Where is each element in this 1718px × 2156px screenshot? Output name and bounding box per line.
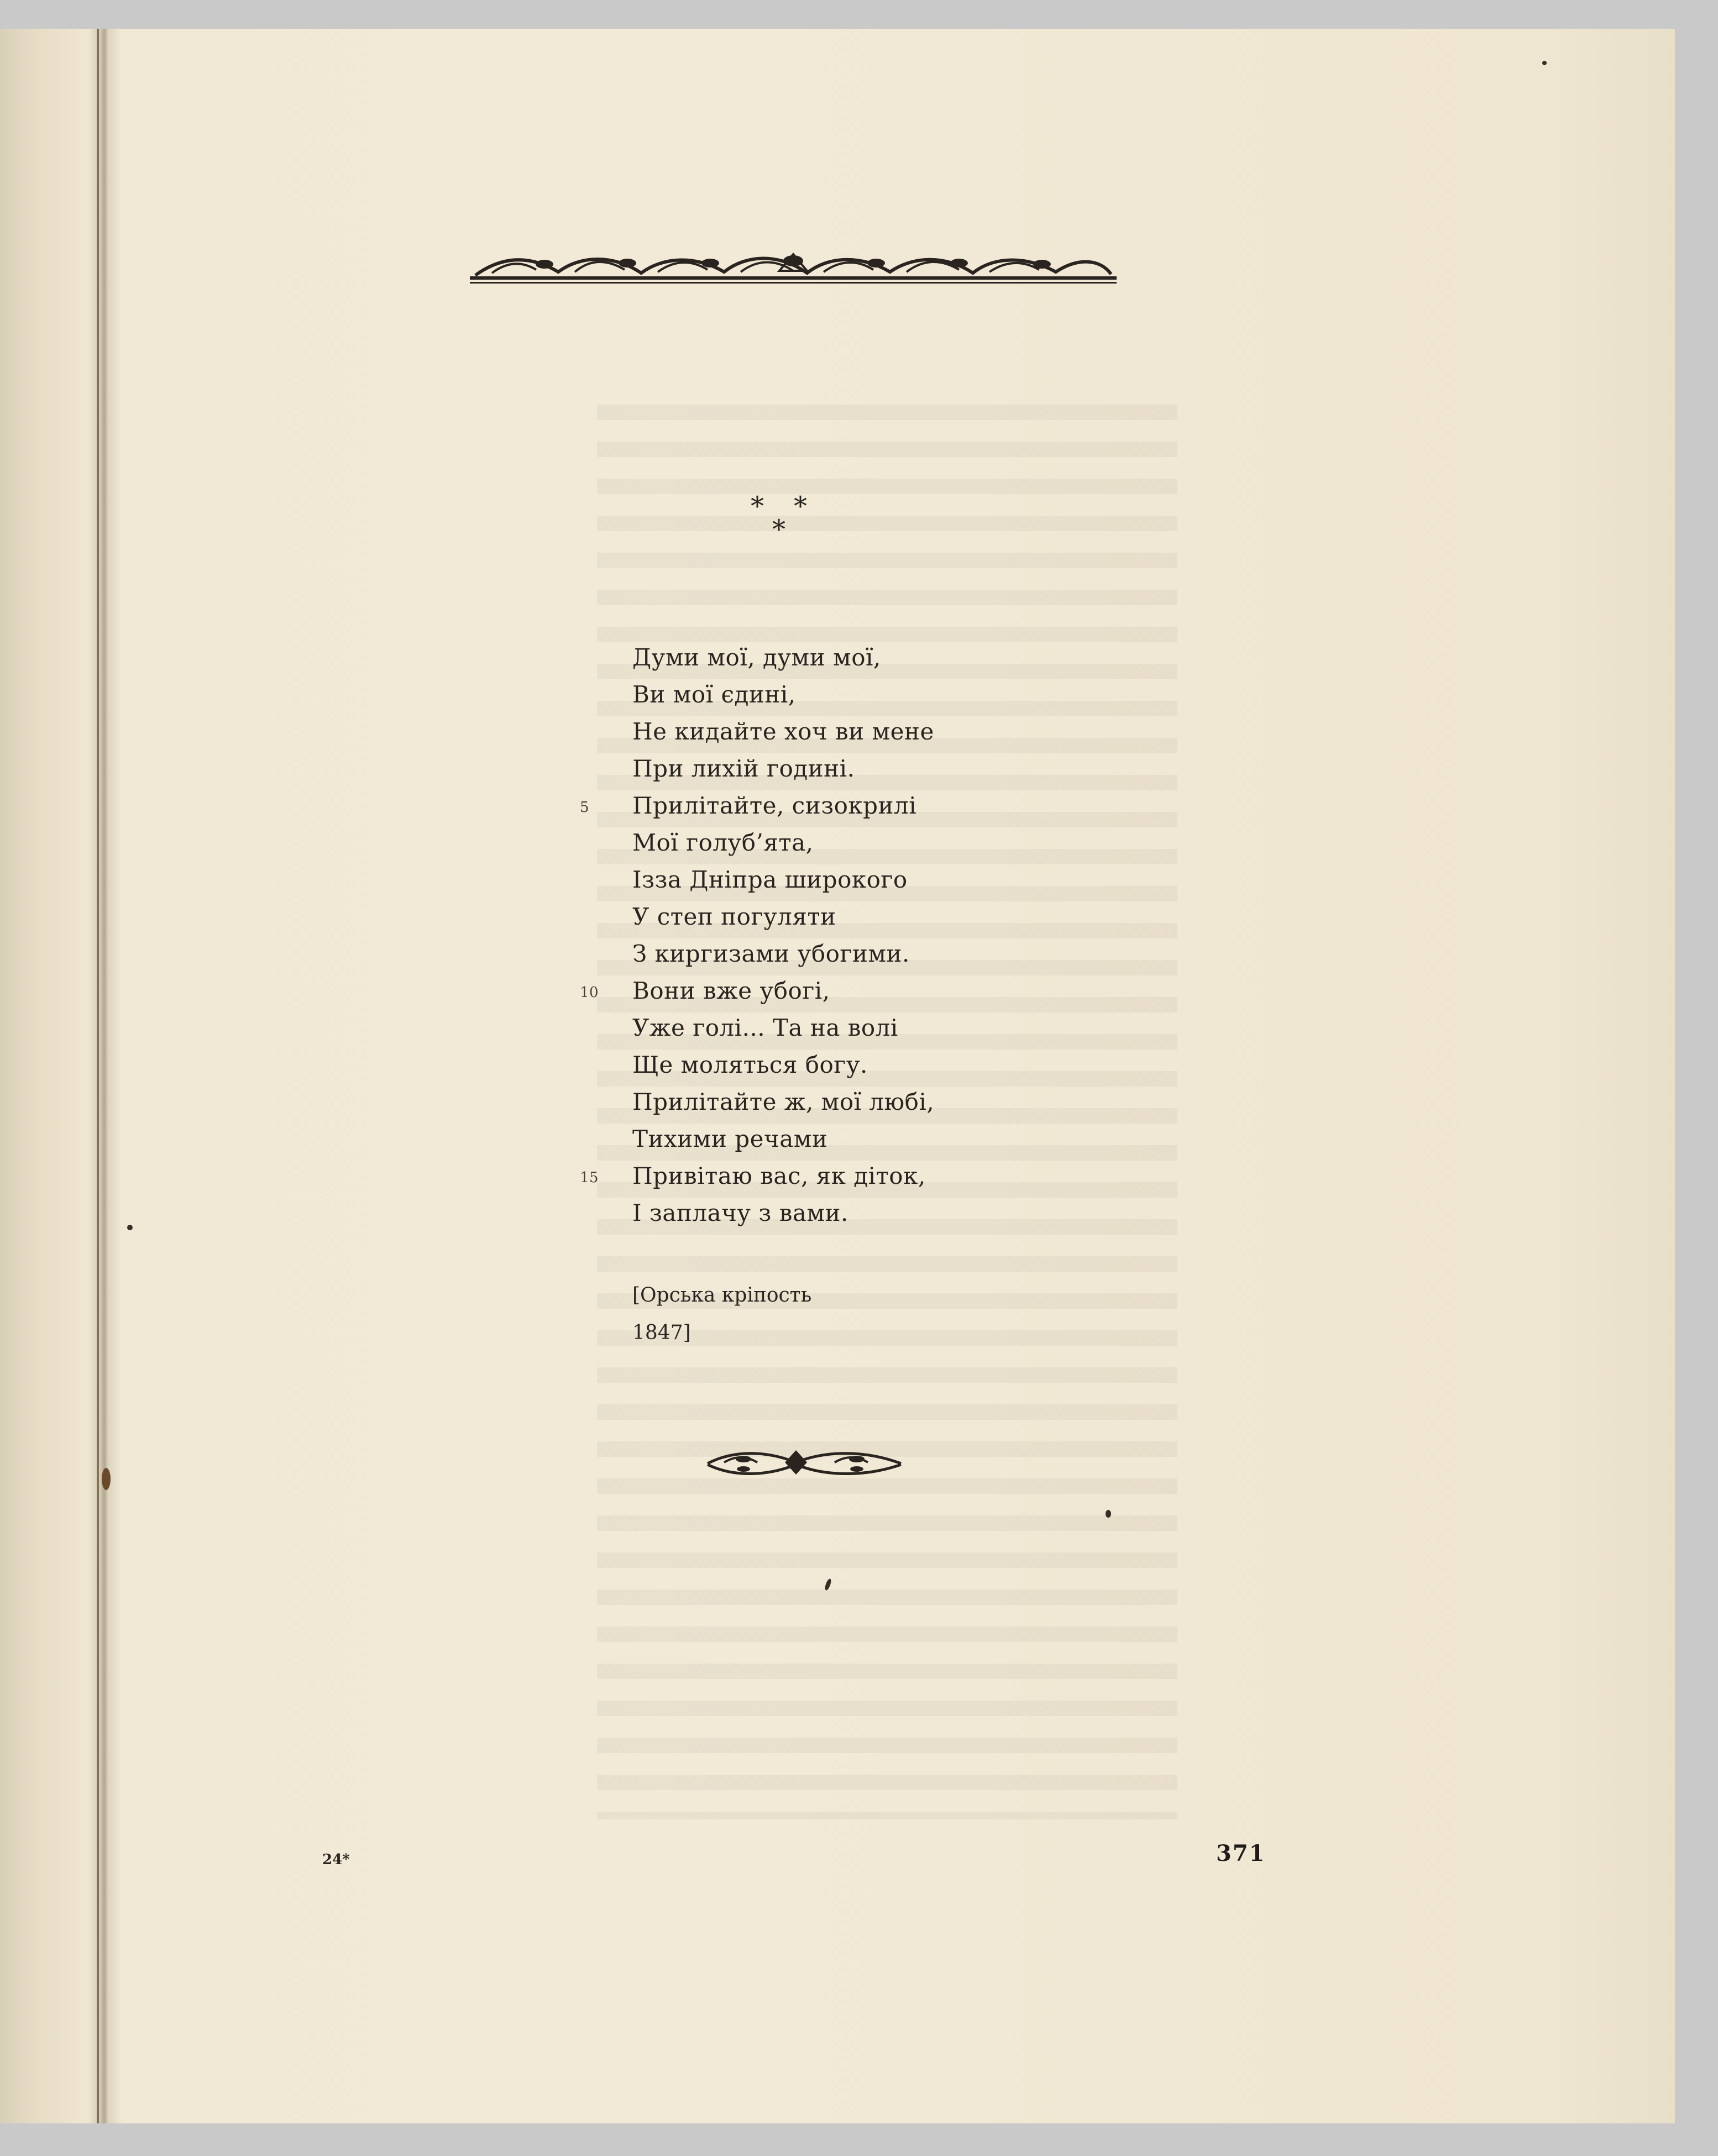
place-note: [Орська кріпость (632, 1284, 812, 1307)
tailpiece-ornament-icon (702, 1444, 907, 1482)
poem-line (632, 861, 1030, 898)
gutter-line (97, 29, 99, 2123)
paper-speck (102, 1468, 111, 1490)
poem-line-text: Привітаю вас, як діток, (632, 1162, 926, 1189)
signature-mark: 24* (322, 1851, 350, 1868)
poem-line-text: При лихій годині. (632, 755, 855, 782)
poem-line (632, 713, 1030, 750)
asterism-star: * (772, 514, 785, 545)
poem-line-text: Уже голі... Та на волі (632, 1014, 898, 1041)
poem-line-text: У степ погуляти (632, 903, 836, 930)
poem-line-text: Ізза Дніпра широкого (632, 866, 908, 893)
page-number: 371 (1216, 1840, 1266, 1866)
paper-speck (127, 1225, 133, 1230)
poem-line (632, 1009, 1030, 1046)
poem-line-text: З киргизами убогими. (632, 940, 910, 967)
poem-line-text: І заплачу з вами. (632, 1199, 848, 1226)
paper-speck (1106, 1510, 1111, 1518)
poem-line-text: Вони вже убогі, (632, 977, 830, 1004)
poem-line (632, 750, 1030, 787)
scanned-page (0, 29, 1675, 2123)
poem-body (580, 639, 1030, 1231)
poem-line (632, 1194, 1030, 1231)
gutter-shadow (88, 29, 122, 2123)
poem-line (632, 676, 1030, 713)
line-number: 15 (580, 1169, 599, 1186)
poem-line-text: Думи мої, думи мої, (632, 644, 881, 671)
place-date-note (632, 1277, 909, 1352)
asterism-star: * (794, 491, 807, 522)
paper-speck (1542, 61, 1547, 65)
poem-line (632, 1046, 1030, 1083)
poem-line-text: Ви мої єдині, (632, 681, 796, 708)
poem-line-text: Не кидайте хоч ви мене (632, 718, 934, 745)
poem-line (632, 639, 1030, 676)
poem-line (580, 972, 1030, 1009)
poem-line (632, 1120, 1030, 1157)
poem-line (632, 1083, 1030, 1120)
poem-line (632, 898, 1030, 935)
poem-line (632, 824, 1030, 861)
poem-line-text: Тихими речами (632, 1125, 828, 1152)
poem-line-text: Ще моляться богу. (632, 1051, 868, 1078)
headpiece-ornament-icon (470, 244, 1117, 291)
poem-line-text: Мої голуб’ята, (632, 829, 814, 856)
poem-line (580, 787, 1030, 824)
poem-line-text: Прилітайте, сизокрилі (632, 792, 917, 819)
year-note: 1847] (632, 1321, 691, 1344)
poem-line (580, 1157, 1030, 1194)
poem-line (632, 935, 1030, 972)
poem-line-text: Прилітайте ж, мої любі, (632, 1088, 935, 1115)
line-number: 5 (580, 799, 590, 816)
asterism (741, 482, 818, 548)
line-number: 10 (580, 984, 599, 1001)
asterism-star: * (751, 491, 764, 522)
